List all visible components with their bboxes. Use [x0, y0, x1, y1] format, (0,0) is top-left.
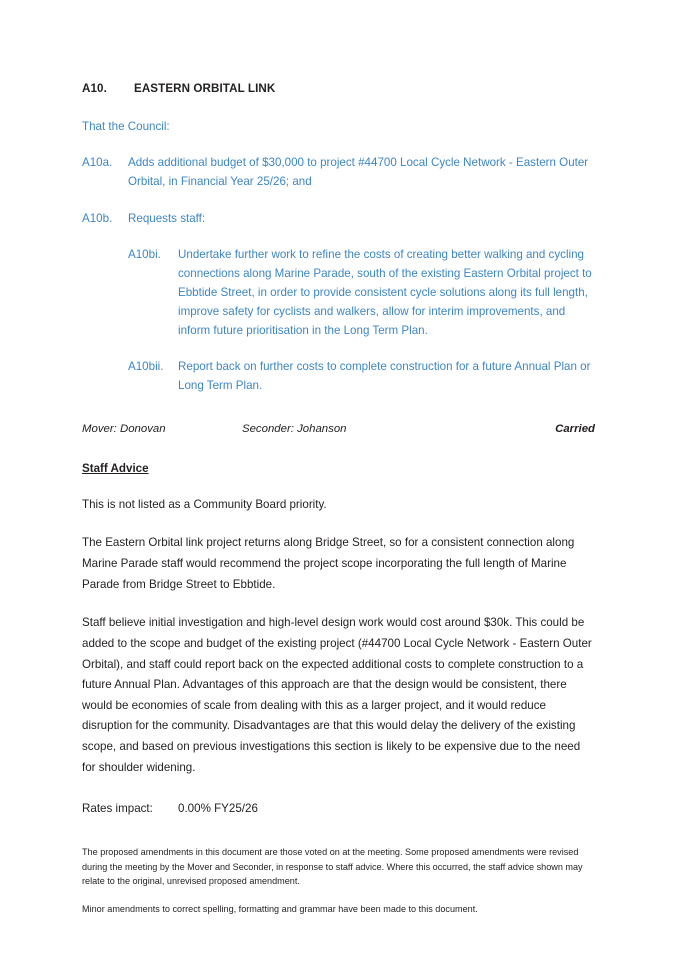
footnote: Minor amendments to correct spelling, formatting and grammar have been made to this document.: [82, 904, 478, 914]
vote-row: [82, 422, 595, 438]
staff-advice-paragraph: This is not listed as a Community Board priority.: [82, 497, 327, 511]
recommendation-subitem: [128, 358, 595, 396]
recommendation-item-text: Requests staff:: [128, 211, 206, 225]
rates-impact-value: 0.00% FY25/26: [178, 802, 258, 816]
recommendation-subitem-label: A10bii.: [128, 360, 164, 374]
rates-impact-label: Rates impact:: [82, 802, 153, 816]
staff-advice-heading: Staff Advice: [82, 461, 149, 475]
recommendation-item: [82, 154, 595, 192]
rates-impact-row: [82, 800, 595, 819]
recommendation-item-text: Adds additional budget of $30,000 to project #44700 Local Cycle Network - Eastern Outer Orbital, in Financial Year 25/26; and: [128, 156, 589, 188]
recommendation-subitem-text: Report back on further costs to complete construction for a future Annual Plan or Long Term Plan.: [178, 360, 591, 393]
staff-advice-paragraph: The Eastern Orbital link project returns along Bridge Street, so for a consistent connection along Marine Parade staff would recommend the project scope incorporating the full length of Marine Parade from Bridge Street to Ebbtide.: [82, 536, 575, 591]
page-title-text: EASTERN ORBITAL LINK: [134, 82, 276, 95]
recommendation-item-label: A10a.: [82, 156, 113, 170]
document-content: [82, 0, 595, 819]
recommendation-lead-in: That the Council:: [82, 120, 170, 134]
footnote: The proposed amendments in this document are those voted on at the meeting. Some proposed amendments were revised during the meeting by the Mover and Seconder, in response to staff advice. Where this occurred, the staff advice shown may relate to the original, unrevised proposed amendment.: [82, 847, 583, 887]
vote-result-badge: Carried: [555, 422, 595, 435]
page-title: [82, 81, 595, 96]
seconder-label: Seconder: Johanson: [242, 422, 347, 435]
recommendation-subitem: [128, 246, 595, 340]
recommendation-item-label: A10b.: [82, 211, 113, 225]
mover-label: Mover: Donovan: [82, 422, 166, 435]
recommendation-subitem-text: Undertake further work to refine the costs of creating better walking and cycling connections along Marine Parade, south of the existing Eastern Orbital project to Ebbtide Street, in order to provide consistent cycle solutions along its full length, improve safety for cyclists and walkers, allow for interim improvements, and inform future prioritisation in the Long Term Plan.: [178, 248, 592, 337]
page-title-number: A10.: [82, 82, 107, 95]
recommendation-item: [82, 210, 595, 229]
staff-advice-paragraph: Staff believe initial investigation and high-level design work would cost around $30k. This could be added to the scope and budget of the existing project (#44700 Local Cycle Network - Eastern Outer Orbital), and staff could report back on the expected additional costs to complete construction to a future Annual Plan. Advantages of this approach are that the design would be consistent, there would be economies of scale from dealing with this as a larger project, and it would reduce disruption for the community. Disadvantages are that this would delay the delivery of the existing scope, and based on previous investigations this section is likely to be expensive due to the need for shoulder widening.: [82, 616, 592, 774]
recommendation-subitem-label: A10bi.: [128, 248, 161, 262]
